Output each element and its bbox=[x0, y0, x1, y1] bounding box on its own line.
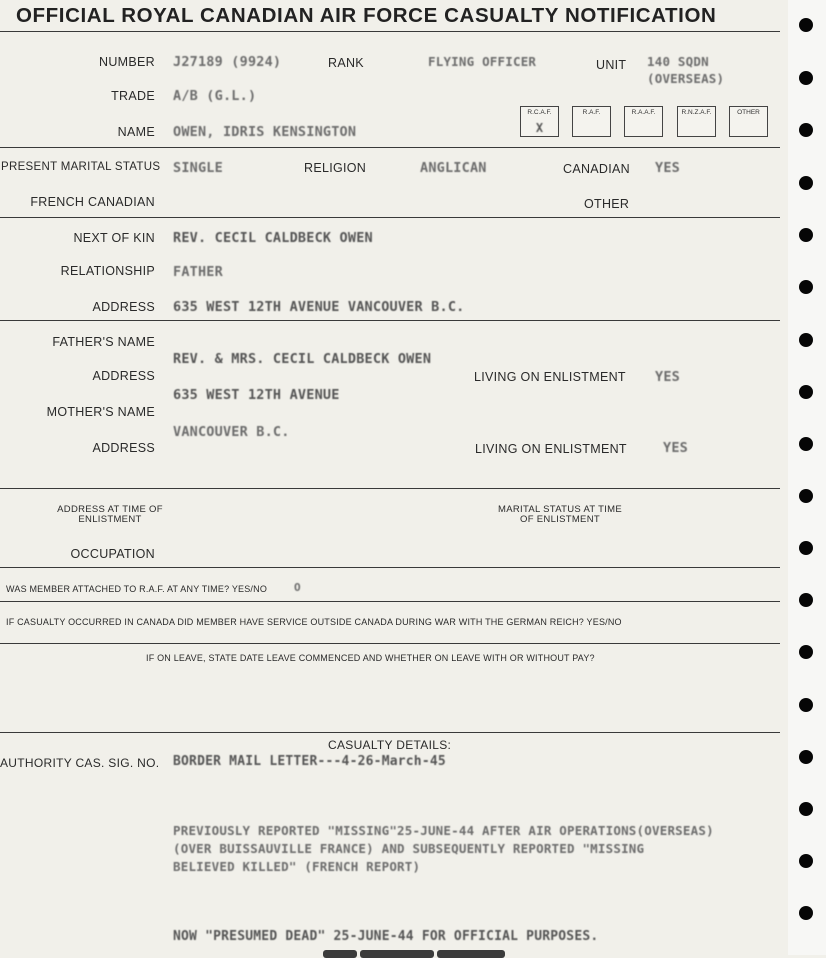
on-leave-label: IF ON LEAVE, STATE DATE LEAVE COMMENCED AND WHETHER ON LEAVE WITH OR WITHOUT PAY? bbox=[146, 653, 595, 663]
marital-status-label: PRESENT MARITAL STATUS bbox=[1, 161, 161, 173]
binder-hole bbox=[799, 333, 813, 347]
marital-status-value: SINGLE bbox=[173, 160, 223, 176]
father-address-label: ADDRESS bbox=[92, 369, 155, 383]
binder-hole bbox=[799, 802, 813, 816]
number-label: NUMBER bbox=[99, 55, 155, 69]
binder-hole bbox=[799, 593, 813, 607]
marital-status-at-enlistment-label: MARITAL STATUS AT TIME OF ENLISTMENT bbox=[498, 504, 622, 525]
binder-hole bbox=[799, 750, 813, 764]
binder-hole bbox=[799, 541, 813, 555]
casualty-details-line1: PREVIOUSLY REPORTED "MISSING"25-JUNE-44 AFTER AIR OPERATIONS(OVERSEAS) bbox=[173, 823, 714, 838]
father-address-value-line2: VANCOUVER B.C. bbox=[173, 424, 290, 440]
nok-address-label: ADDRESS bbox=[92, 300, 155, 314]
page-edge-tab bbox=[437, 950, 505, 958]
nok-address-value: 635 WEST 12TH AVENUE VANCOUVER B.C. bbox=[173, 299, 465, 315]
divider bbox=[0, 643, 780, 644]
occupation-label: OCCUPATION bbox=[70, 547, 155, 561]
binder-hole bbox=[799, 906, 813, 920]
binder-hole bbox=[799, 698, 813, 712]
religion-label: RELIGION bbox=[304, 161, 367, 175]
unit-label: UNIT bbox=[596, 58, 627, 72]
number-value: J27189 (9924) bbox=[173, 54, 282, 70]
divider bbox=[0, 567, 780, 568]
canadian-label: CANADIAN bbox=[563, 162, 630, 176]
page-edge-tab bbox=[360, 950, 434, 958]
binder-hole bbox=[799, 123, 813, 137]
binder-hole bbox=[799, 437, 813, 451]
service-box-rnzaf: R.N.Z.A.F. bbox=[677, 106, 716, 137]
name-label: NAME bbox=[117, 125, 155, 139]
service-box-raaf: R.A.A.F. bbox=[624, 106, 663, 137]
binder-hole bbox=[799, 176, 813, 190]
mother-living-value: YES bbox=[663, 440, 688, 456]
relationship-value: FATHER bbox=[173, 264, 223, 280]
name-value: OWEN, IDRIS KENSINGTON bbox=[173, 124, 357, 140]
father-living-label: LIVING ON ENLISTMENT bbox=[474, 370, 626, 384]
divider bbox=[0, 31, 780, 32]
unit-value-line1: 140 SQDN bbox=[647, 54, 709, 69]
divider bbox=[0, 320, 780, 321]
binder-hole bbox=[799, 489, 813, 503]
binder-hole bbox=[799, 854, 813, 868]
relationship-label: RELATIONSHIP bbox=[60, 264, 155, 278]
binder-hole bbox=[799, 71, 813, 85]
binder-hole bbox=[799, 280, 813, 294]
form-title: OFFICIAL ROYAL CANADIAN AIR FORCE CASUALTY NOTIFICATION bbox=[16, 4, 717, 27]
father-living-value: YES bbox=[655, 369, 680, 385]
authority-value: BORDER MAIL LETTER---4-26-March-45 bbox=[173, 754, 446, 769]
unit-value-line2: (OVERSEAS) bbox=[647, 71, 725, 86]
service-box-rcaf: R.C.A.F. X bbox=[520, 106, 559, 137]
divider bbox=[0, 488, 780, 489]
rank-value: FLYING OFFICER bbox=[428, 54, 537, 69]
attached-raf-label: WAS MEMBER ATTACHED TO R.A.F. AT ANY TIME? YES/NO bbox=[6, 584, 268, 594]
religion-value: ANGLICAN bbox=[420, 160, 487, 176]
presumed-dead-note: NOW "PRESUMED DEAD" 25-JUNE-44 FOR OFFICIAL PURPOSES. bbox=[173, 929, 599, 944]
divider bbox=[0, 601, 780, 602]
casualty-details-label: CASUALTY DETAILS: bbox=[328, 738, 452, 752]
page-edge-tab bbox=[323, 950, 357, 958]
rank-label: RANK bbox=[328, 56, 364, 70]
authority-label: AUTHORITY CAS. SIG. NO. bbox=[0, 756, 160, 770]
divider bbox=[0, 217, 780, 218]
casualty-details-line2: (OVER BUISSAUVILLE FRANCE) AND SUBSEQUENTLY REPORTED "MISSING bbox=[173, 841, 645, 856]
trade-value: A/B (G.L.) bbox=[173, 88, 257, 104]
french-canadian-label: FRENCH CANADIAN bbox=[30, 195, 155, 209]
mother-living-label: LIVING ON ENLISTMENT bbox=[475, 442, 627, 456]
binder-hole bbox=[799, 18, 813, 32]
address-at-enlistment-label: ADDRESS AT TIME OF ENLISTMENT bbox=[57, 504, 163, 525]
service-box-other: OTHER bbox=[729, 106, 768, 137]
fathers-name-value: REV. & MRS. CECIL CALDBECK OWEN bbox=[173, 351, 432, 367]
mothers-name-label: MOTHER'S NAME bbox=[46, 405, 155, 419]
mother-address-label: ADDRESS bbox=[92, 441, 155, 455]
binder-hole bbox=[799, 385, 813, 399]
service-box-raf: R.A.F. bbox=[572, 106, 611, 137]
trade-label: TRADE bbox=[111, 89, 155, 103]
other-label: OTHER bbox=[584, 197, 630, 211]
father-address-value-line1: 635 WEST 12TH AVENUE bbox=[173, 387, 340, 403]
casualty-details-line3: BELIEVED KILLED" (FRENCH REPORT) bbox=[173, 859, 421, 874]
service-box-mark: X bbox=[535, 121, 544, 135]
fathers-name-label: FATHER'S NAME bbox=[52, 335, 155, 349]
binder-hole bbox=[799, 228, 813, 242]
canadian-value: YES bbox=[655, 160, 680, 176]
attached-raf-answer: O bbox=[294, 581, 301, 594]
binder-hole bbox=[799, 645, 813, 659]
next-of-kin-value: REV. CECIL CALDBECK OWEN bbox=[173, 230, 373, 246]
divider bbox=[0, 147, 780, 148]
next-of-kin-label: NEXT OF KIN bbox=[73, 231, 155, 245]
service-outside-canada-label: IF CASUALTY OCCURRED IN CANADA DID MEMBER HAVE SERVICE OUTSIDE CANADA DURING WAR WITH THE GERMAN REICH? YES/NO bbox=[6, 617, 622, 627]
divider bbox=[0, 732, 780, 733]
